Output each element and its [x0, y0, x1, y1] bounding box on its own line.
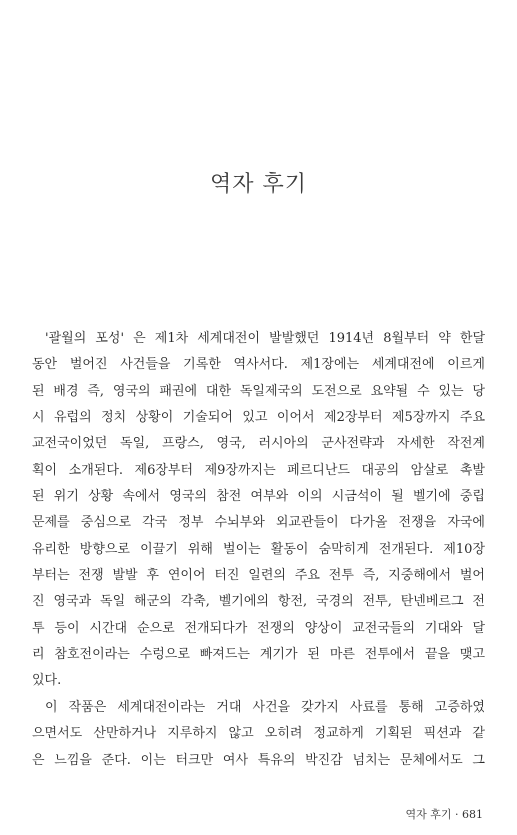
text-line: 투 등이 시간대 순으로 전개되다가 전쟁의 양상이 교전국들의 기대와 달 [32, 620, 485, 636]
text-line: 있다. [32, 673, 62, 689]
body-text [32, 326, 485, 774]
text-line: '괄월의 포성' 은 제1차 세계대전이 발발했던 1914년 8월부터 약 한달 [45, 331, 485, 346]
text-line: 은 느낌을 준다. 이는 터크만 여사 특유의 박진감 넘치는 문체에서도 그 [32, 752, 485, 768]
text-line: 으면서도 산만하거나 지루하지 않고 오히려 정교하게 기획된 픽션과 같 [32, 726, 485, 742]
text-line: 된 배경 즉, 영국의 패권에 대한 독일제국의 도전으로 요약될 수 있는 당 [32, 383, 485, 399]
text-line: 된 위기 상황 속에서 영국의 참전 여부와 이의 시금석이 될 벨기에 중립 [32, 489, 485, 505]
text-line: 문제를 중심으로 각국 정부 수뇌부와 외교관들이 다가올 전쟁을 자국에 [32, 515, 485, 531]
text-line: 시 유럽의 정치 상황이 기술되어 있고 이어서 제2장부터 제5장까지 주요 [32, 410, 485, 426]
text-line: 부터는 전쟁 발발 후 연이어 터진 일련의 주요 전투 즉, 지중해에서 벌어 [32, 568, 485, 584]
text-line: 유리한 방향으로 이끌기 위해 벌이는 활동이 숨막히게 전개된다. 제10장 [32, 541, 485, 557]
text-line: 리 참호전이라는 수렁으로 빠져드는 계기가 된 마른 전투에서 끝을 맺고 [32, 647, 485, 663]
text-line: 이 작품은 세계대전이라는 거대 사건을 갖가지 사료를 통해 고증하였 [45, 699, 485, 715]
text-line: 교전국이었던 독일, 프랑스, 영국, 러시아의 군사전략과 자세한 작전계 [32, 436, 485, 452]
text-line: 진 영국과 독일 해군의 각축, 벨기에의 항전, 국경의 전투, 탄넨베르그 전 [32, 594, 485, 610]
chapter-title: 역자 후기 [209, 171, 307, 197]
text-line: 획이 소개된다. 제6장부터 제9장까지는 페르디난드 대공의 암살로 촉발 [32, 462, 485, 478]
running-footer-page-number: 역자 후기 · 681 [405, 808, 483, 821]
text-line: 동안 벌어진 사건들을 기록한 역사서다. 제1장에는 세계대전에 이르게 [32, 357, 485, 373]
